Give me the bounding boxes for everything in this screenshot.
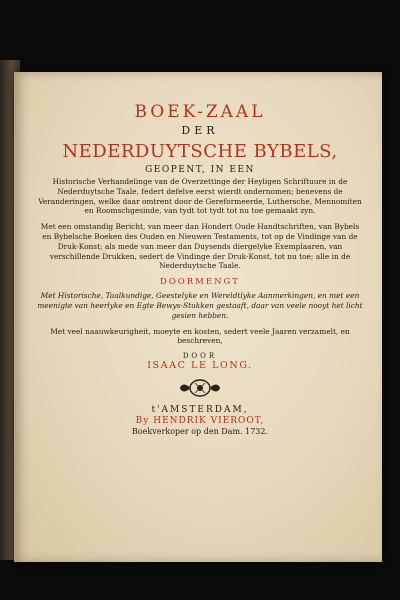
title-page	[14, 72, 382, 562]
imprint-place: t'AMSTERDAM,	[151, 405, 249, 416]
printers-ornament-icon	[178, 377, 222, 399]
author-name: ISAAC LE LONG.	[147, 360, 253, 372]
imprint-printer: By HENDRIK VIEROOT,	[135, 416, 265, 427]
title-heading-der: DER	[181, 124, 219, 137]
imprint-bookseller: Boekverkoper op den Dam. 1732.	[131, 427, 269, 437]
title-heading-boek-zaal: BOEK-ZAAL	[134, 102, 266, 122]
doormengt-heading: DOORMENGT	[160, 277, 240, 288]
paragraph-historische-verhandelinge: Historische Verhandelinge van de Overzettinge der Heyligen Schriftuure in de Nederduytsche Taale, federt defelve eerst wierdt ondernomen; benevens de Veranderingen, welke daar omtrent door de Gereformeerde, Luthersche, Mennomiten en Roomschgesinde, van tydt tot tydt tot nu toe gemaakt zyn.	[38, 177, 362, 216]
paragraph-aanmerkingen: Met Historische, Taalkundige, Geestelyke en Wereldtlyke Aanmerkingen, en met een meenigte van heerlyke en Egte Bewys-Stukken gestaaft, daar van veele nooyt het licht gesien hebben.	[37, 291, 363, 320]
door-label: DOOR	[182, 352, 218, 361]
paragraph-naauwkeurigheit: Met veel naauwkeurigheit, moeyte en kosten, sedert veele Jaaren verzamelt, en beschreven,	[50, 326, 350, 346]
title-page-text	[36, 102, 364, 436]
title-heading-nederduytsche-bybels: NEDERDUYTSCHE BYBELS,	[62, 141, 338, 162]
paragraph-omstandig-bericht: Met een omstandig Bericht, van meer dan Hondert Oude Handtschriften, van Bybels en Bybelsche Boeken des Ouden en Nieuwen Testaments, tot op de Vindinge van de Druk-Konst; als mede van meer dan Duysends diergelyke Exemplaaren, van verschillende Drukken, sedert de Vindinge der Druk-Konst, tot nu toe; alle in de Nederduytsche Taale.	[40, 222, 360, 271]
title-heading-geopent: GEOPENT, IN EEN	[145, 165, 255, 175]
